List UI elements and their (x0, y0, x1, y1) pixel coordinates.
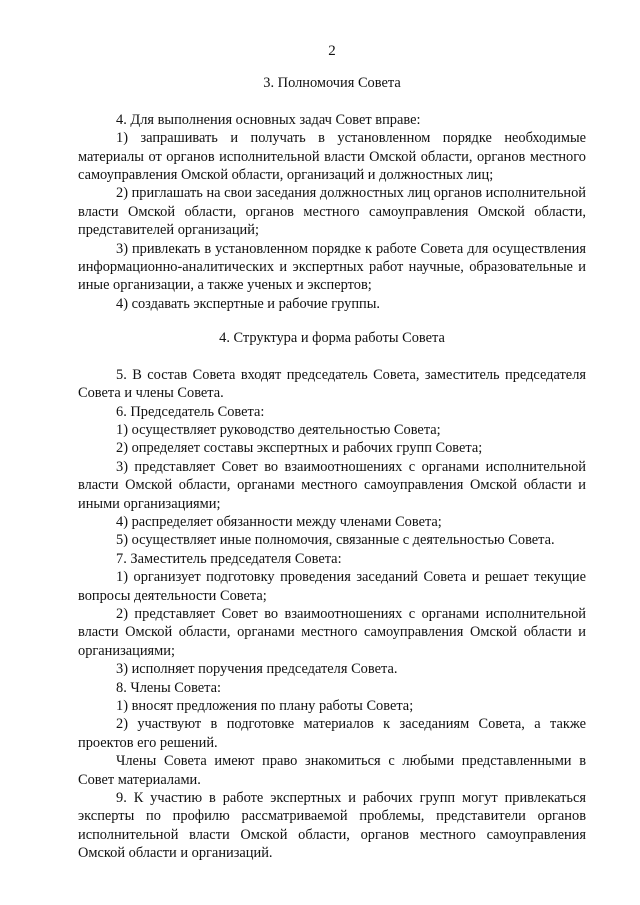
paragraph: 2) представляет Совет во взаимоотношениях с органами исполнительной власти Омской области, органами местного самоуправления Омской области и организациями; (78, 605, 586, 659)
paragraph: 2) приглашать на свои заседания должностных лиц органов исполнительной власти Омской области, органов местного самоуправления Омской области, представителей организаций; (78, 185, 586, 239)
paragraph: 1) запрашивать и получать в установленном порядке необходимые материалы от органов исполнительной власти Омской области, органов местного самоуправления Омской области, организаций и должностных лиц; (78, 130, 586, 184)
document-page (78, 42, 586, 863)
paragraph: 8. Члены Совета: (116, 679, 222, 696)
paragraph: 1) осуществляет руководство деятельностью Совета; (116, 421, 441, 438)
paragraph: 2) участвуют в подготовке материалов к заседаниям Совета, а также проектов его решений. (78, 716, 586, 751)
section-powers (78, 74, 586, 313)
paragraph: 3) представляет Совет во взаимоотношениях с органами исполнительной власти Омской области, органами местного самоуправления Омской области и иными организациями; (78, 458, 586, 512)
page-number: 2 (328, 43, 336, 59)
paragraph: 4) распределяет обязанности между членами Совета; (116, 513, 442, 530)
paragraph: 3) исполняет поручения председателя Совета. (116, 661, 398, 678)
paragraph: 5. В состав Совета входят председатель Совета, заместитель председателя Совета и члены Совета. (78, 366, 586, 402)
paragraph: 9. К участию в работе экспертных и рабочих групп могут привлекаться эксперты по профилю рассматриваемой проблемы, представители органов исполнительной власти Омской области, органов местного самоуправления Омской области и организаций. (78, 790, 586, 862)
paragraph: 3) привлекать в установленном порядке к работе Совета для осуществления информационно-аналитических и экспертных работ научные, образовательные и иные организации, а также ученых и экспертов; (78, 240, 586, 294)
paragraph: 7. Заместитель председателя Совета: (116, 550, 342, 567)
paragraph: 4) создавать экспертные и рабочие группы. (116, 295, 381, 312)
paragraph: 5) осуществляет иные полномочия, связанные с деятельностью Совета. (116, 532, 555, 549)
section-heading: 3. Полномочия Совета (263, 75, 401, 92)
paragraph: 1) вносят предложения по плану работы Совета; (116, 698, 414, 714)
paragraph: 1) организует подготовку проведения заседаний Совета и решает текущие вопросы деятельности Совета; (78, 569, 586, 604)
paragraph: 4. Для выполнения основных задач Совет вправе: (116, 111, 421, 128)
section-heading: 4. Структура и форма работы Совета (219, 330, 445, 347)
paragraph: 6. Председатель Совета: (116, 403, 265, 420)
section-structure (78, 329, 586, 862)
paragraph: 2) определяет составы экспертных и рабочих групп Совета; (116, 440, 483, 457)
paragraph: Члены Совета имеют право знакомиться с любыми представленными в Совет материалами. (78, 753, 586, 788)
